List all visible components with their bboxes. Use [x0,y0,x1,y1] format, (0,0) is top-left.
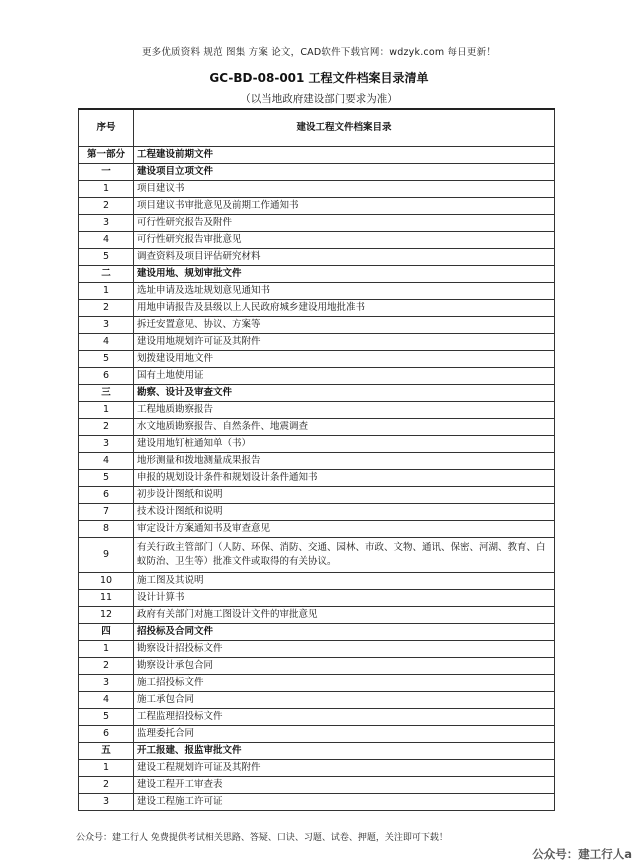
row-number: 6 [79,487,134,504]
row-text: 工程建设前期文件 [134,147,555,164]
row-text: 施工图及其说明 [134,573,555,590]
document-subtitle: （以当地政府建设部门要求为准） [240,93,398,105]
row-text: 设计计算书 [134,590,555,607]
table-row [79,487,555,504]
column-header-number: 序号 [79,109,134,147]
section-row [79,147,555,164]
row-text: 可行性研究报告审批意见 [134,232,555,249]
table-row [79,300,555,317]
table-body [79,147,555,811]
row-number: 10 [79,573,134,590]
row-number: 5 [79,470,134,487]
table-row [79,215,555,232]
row-number: 3 [79,215,134,232]
footer-note: 公众号：建工行人 免费提供考试相关思路、答疑、口诀、习题、试卷、押题，关注即可下载！ [76,833,448,843]
table-row [79,249,555,266]
table-row [79,760,555,777]
row-number: 3 [79,675,134,692]
row-number: 6 [79,726,134,743]
table-row [79,368,555,385]
table-row [79,419,555,436]
row-number: 4 [79,232,134,249]
row-number: 4 [79,453,134,470]
section-row [79,385,555,402]
row-text: 施工招投标文件 [134,675,555,692]
row-number: 5 [79,709,134,726]
row-number: 3 [79,794,134,811]
row-number: 2 [79,777,134,794]
row-number: 二 [79,266,134,283]
row-text: 招投标及合同文件 [134,624,555,641]
row-number: 5 [79,351,134,368]
row-number: 五 [79,743,134,760]
row-number: 四 [79,624,134,641]
row-text: 水文地质勘察报告、自然条件、地震调查 [134,419,555,436]
row-text: 建设工程规划许可证及其附件 [134,760,555,777]
row-text: 勘察设计招投标文件 [134,641,555,658]
row-text: 建设工程施工许可证 [134,794,555,811]
row-text: 项目建议书 [134,181,555,198]
section-row [79,743,555,760]
table-row [79,317,555,334]
row-number: 1 [79,181,134,198]
table-row [79,334,555,351]
row-text: 建设用地、规划审批文件 [134,266,555,283]
row-text: 初步设计图纸和说明 [134,487,555,504]
row-text: 有关行政主管部门（人防、环保、消防、交通、园林、市政、文物、通讯、保密、河湖、教育、白蚁防治、卫生等）批准文件或取得的有关协议。 [134,538,555,573]
table-row [79,181,555,198]
row-text: 建设项目立项文件 [134,164,555,181]
table-row [79,641,555,658]
table-row [79,794,555,811]
table-row [79,538,555,573]
row-text: 审定设计方案通知书及审查意见 [134,521,555,538]
table-row [79,590,555,607]
row-text: 工程监理招投标文件 [134,709,555,726]
row-number: 8 [79,521,134,538]
row-number: 2 [79,300,134,317]
table-row [79,726,555,743]
row-number: 1 [79,760,134,777]
row-number: 12 [79,607,134,624]
table-row [79,232,555,249]
table-row [79,504,555,521]
row-number: 3 [79,317,134,334]
table-row [79,283,555,300]
row-text: 划拨建设用地文件 [134,351,555,368]
row-number: 1 [79,641,134,658]
table-header-row [79,109,555,147]
row-text: 拆迁安置意见、协议、方案等 [134,317,555,334]
row-number: 一 [79,164,134,181]
table-row [79,436,555,453]
row-number: 第一部分 [79,147,134,164]
row-text: 国有土地使用证 [134,368,555,385]
row-text: 建设工程开工审查表 [134,777,555,794]
row-text: 调查资料及项目评估研究材料 [134,249,555,266]
header-note: 更多优质资料 规范 图集 方案 论文，CAD软件下载官网：wdzyk.com 每日更新！ [141,47,497,58]
row-text: 地形测量和拨地测量成果报告 [134,453,555,470]
row-number: 4 [79,334,134,351]
watermark: 公众号：建工行人a [532,847,632,861]
row-text: 开工报建、报监审批文件 [134,743,555,760]
row-text: 技术设计图纸和说明 [134,504,555,521]
row-number: 2 [79,658,134,675]
row-number: 三 [79,385,134,402]
row-number: 3 [79,436,134,453]
archive-catalog-table [78,108,555,811]
row-text: 申报的规划设计条件和规划设计条件通知书 [134,470,555,487]
row-text: 用地申请报告及县级以上人民政府城乡建设用地批准书 [134,300,555,317]
row-number: 2 [79,198,134,215]
row-number: 6 [79,368,134,385]
section-row [79,266,555,283]
row-text: 选址申请及选址规划意见通知书 [134,283,555,300]
row-text: 项目建议书审批意见及前期工作通知书 [134,198,555,215]
row-text: 建设用地钉桩通知单（书） [134,436,555,453]
column-header-name: 建设工程文件档案目录 [134,109,555,147]
row-number: 2 [79,419,134,436]
document-title: GC-BD-08-001 工程文件档案目录清单 [209,71,429,85]
row-text: 监理委托合同 [134,726,555,743]
row-number: 4 [79,692,134,709]
section-row [79,164,555,181]
table-row [79,573,555,590]
table-row [79,453,555,470]
row-number: 11 [79,590,134,607]
row-number: 1 [79,402,134,419]
row-number: 9 [79,538,134,573]
row-text: 政府有关部门对施工图设计文件的审批意见 [134,607,555,624]
table-row [79,692,555,709]
table-row [79,709,555,726]
row-text: 工程地质勘察报告 [134,402,555,419]
table-row [79,198,555,215]
table-row [79,351,555,368]
row-number: 1 [79,283,134,300]
table-row [79,402,555,419]
table-row [79,470,555,487]
table-row [79,675,555,692]
row-number: 7 [79,504,134,521]
row-text: 勘察设计承包合同 [134,658,555,675]
row-text: 建设用地规划许可证及其附件 [134,334,555,351]
row-number: 5 [79,249,134,266]
table-row [79,607,555,624]
table-row [79,521,555,538]
table-row [79,777,555,794]
row-text: 可行性研究报告及附件 [134,215,555,232]
row-text: 勘察、设计及审查文件 [134,385,555,402]
table-row [79,658,555,675]
section-row [79,624,555,641]
row-text: 施工承包合同 [134,692,555,709]
